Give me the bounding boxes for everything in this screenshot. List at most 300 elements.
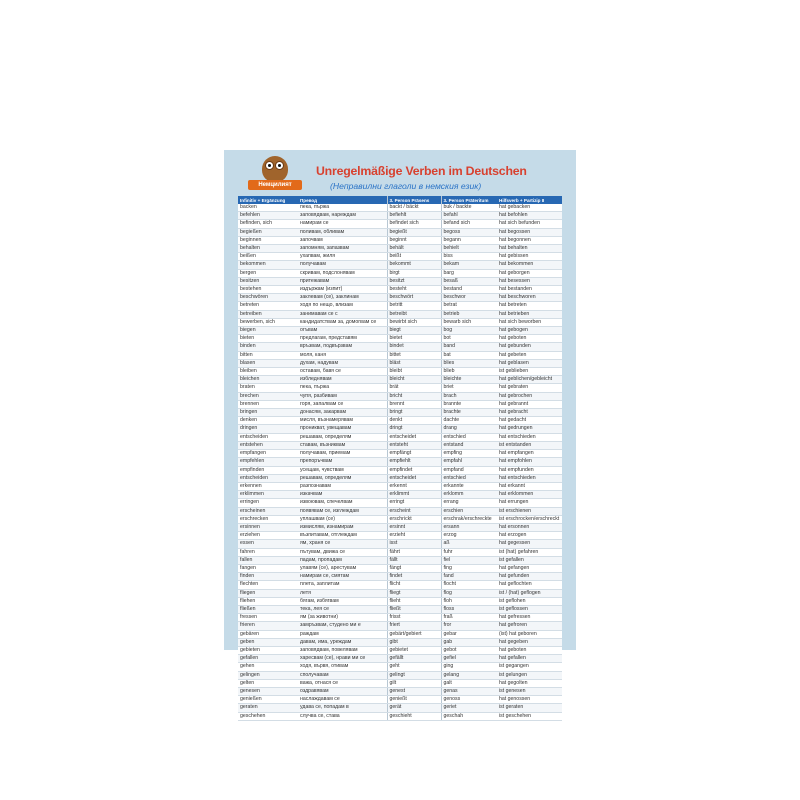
translation-cell: мисля, възнамерявам	[298, 417, 387, 425]
preterite-cell: floh	[441, 597, 497, 605]
translation-cell: ям, храня се	[298, 540, 387, 548]
table-row	[238, 376, 562, 384]
translation-cell: скривам, подслонявам	[298, 269, 387, 277]
preterite-cell: floss	[441, 605, 497, 613]
translation-cell: извоювам, спечелвам	[298, 499, 387, 507]
infinitive-cell: beschwören	[238, 294, 298, 302]
translation-cell: давам, има, уреждам	[298, 638, 387, 646]
translation-cell: ям (за животни)	[298, 614, 387, 622]
table-row	[238, 646, 562, 654]
translation-cell: раждам	[298, 630, 387, 638]
table-row	[238, 573, 562, 581]
present-cell: friert	[387, 622, 441, 630]
table-row	[238, 245, 562, 253]
present-cell: gelingt	[387, 671, 441, 679]
present-cell: erklimmt	[387, 491, 441, 499]
present-cell: flicht	[387, 581, 441, 589]
participle-cell: ist erschrocken/erschreckt	[497, 515, 562, 523]
participle-cell: ist gefallen	[497, 556, 562, 564]
present-cell: erschrickt	[387, 515, 441, 523]
present-cell: bekommt	[387, 261, 441, 269]
translation-cell: усещам, чувствам	[298, 466, 387, 474]
translation-cell: уплашвам (се)	[298, 515, 387, 523]
present-cell: behält	[387, 245, 441, 253]
preterite-cell: befahl	[441, 212, 497, 220]
infinitive-cell: biegen	[238, 327, 298, 335]
infinitive-cell: beginnen	[238, 236, 298, 244]
participle-cell: hat genossen	[497, 696, 562, 704]
participle-cell: ist gegangen	[497, 663, 562, 671]
preterite-cell: bleichte	[441, 376, 497, 384]
translation-cell: издържам (изпит)	[298, 286, 387, 294]
infinitive-cell: erscheinen	[238, 507, 298, 515]
present-cell: findet	[387, 573, 441, 581]
infinitive-cell: behalten	[238, 245, 298, 253]
present-cell: erzieht	[387, 532, 441, 540]
present-cell: genest	[387, 687, 441, 695]
table-row	[238, 532, 562, 540]
present-cell: gebärt/gebiert	[387, 630, 441, 638]
preterite-cell: gelang	[441, 671, 497, 679]
infinitive-cell: genesen	[238, 687, 298, 695]
translation-cell: заповядвам, нареждам	[298, 212, 387, 220]
participle-cell: hat geblasen	[497, 359, 562, 367]
translation-cell: възпитавам, отглеждам	[298, 532, 387, 540]
table-row	[238, 417, 562, 425]
translation-cell: ходя по нещо, влизам	[298, 302, 387, 310]
participle-cell: hat begossen	[497, 228, 562, 236]
infinitive-cell: betreiben	[238, 310, 298, 318]
present-cell: bewirbt sich	[387, 318, 441, 326]
present-cell: befiehlt	[387, 212, 441, 220]
participle-cell: hat befohlen	[497, 212, 562, 220]
infinitive-cell: blasen	[238, 359, 298, 367]
infinitive-cell: genießen	[238, 696, 298, 704]
infinitive-cell: brennen	[238, 400, 298, 408]
present-cell: entsteht	[387, 441, 441, 449]
preterite-cell: brannte	[441, 400, 497, 408]
table-row	[238, 696, 562, 704]
present-cell: gibt	[387, 638, 441, 646]
present-cell: beschwört	[387, 294, 441, 302]
table-row	[238, 540, 562, 548]
infinitive-cell: bestehen	[238, 286, 298, 294]
translation-cell: чупя, разбивам	[298, 392, 387, 400]
preterite-cell: begann	[441, 236, 497, 244]
preterite-cell: brachte	[441, 409, 497, 417]
preterite-cell: fing	[441, 564, 497, 572]
participle-cell: hat gebraten	[497, 384, 562, 392]
table-row	[238, 343, 562, 351]
translation-cell: връзвам, подвързвам	[298, 343, 387, 351]
present-cell: flieht	[387, 597, 441, 605]
table-row	[238, 441, 562, 449]
infinitive-cell: fließen	[238, 605, 298, 613]
table-row	[238, 499, 562, 507]
table-row	[238, 679, 562, 687]
preterite-cell: geschah	[441, 712, 497, 720]
table-row	[238, 622, 562, 630]
present-cell: besteht	[387, 286, 441, 294]
translation-cell: получавам	[298, 261, 387, 269]
participle-cell: hat sich befunden	[497, 220, 562, 228]
infinitive-cell: binden	[238, 343, 298, 351]
present-cell: fällt	[387, 556, 441, 564]
present-cell: ersinnt	[387, 523, 441, 531]
translation-cell: поливам, обливам	[298, 228, 387, 236]
infinitive-cell: denken	[238, 417, 298, 425]
translation-cell: решавам, определям	[298, 433, 387, 441]
present-cell: bleibt	[387, 368, 441, 376]
participle-cell: hat betreten	[497, 302, 562, 310]
infinitive-cell: gehen	[238, 663, 298, 671]
translation-cell: пека, пържа	[298, 204, 387, 212]
table-row	[238, 236, 562, 244]
participle-cell: hat geboten	[497, 646, 562, 654]
participle-cell: hat geboten	[497, 335, 562, 343]
preterite-cell: empfahl	[441, 458, 497, 466]
table-row	[238, 605, 562, 613]
infinitive-cell: geben	[238, 638, 298, 646]
header-preterite: 3. Person Präteritum	[441, 196, 497, 204]
table-row	[238, 491, 562, 499]
preterite-cell: fiel	[441, 556, 497, 564]
page-title: Unregelmäßige Verben im Deutschen	[316, 164, 527, 178]
translation-cell: заклевам (се), заклинам	[298, 294, 387, 302]
table-header-row	[238, 196, 562, 204]
participle-cell: hat gebeten	[497, 351, 562, 359]
infinitive-cell: geschehen	[238, 712, 298, 720]
table-row	[238, 556, 562, 564]
preterite-cell: bestand	[441, 286, 497, 294]
participle-cell: hat erkannt	[497, 482, 562, 490]
table-row	[238, 515, 562, 523]
participle-cell: hat sich beworben	[497, 318, 562, 326]
table-row	[238, 655, 562, 663]
participle-cell: hat gedrungen	[497, 425, 562, 433]
table-row	[238, 228, 562, 236]
participle-cell: hat gegeben	[497, 638, 562, 646]
preterite-cell: erschrak/erschreckte	[441, 515, 497, 523]
present-cell: biegt	[387, 327, 441, 335]
table-row	[238, 204, 562, 212]
table-row	[238, 384, 562, 392]
infinitive-cell: besitzen	[238, 277, 298, 285]
preterite-cell: bog	[441, 327, 497, 335]
present-cell: bindet	[387, 343, 441, 351]
table-row	[238, 425, 562, 433]
participle-cell: hat geblichen/gebleicht	[497, 376, 562, 384]
table-row	[238, 212, 562, 220]
present-cell: befindet sich	[387, 220, 441, 228]
table-row	[238, 614, 562, 622]
preterite-cell: geriet	[441, 704, 497, 712]
infinitive-cell: bewerben, sich	[238, 318, 298, 326]
poster-header	[238, 150, 562, 196]
table-row	[238, 368, 562, 376]
preterite-cell: blieb	[441, 368, 497, 376]
infinitive-cell: entscheiden	[238, 474, 298, 482]
preterite-cell: flog	[441, 589, 497, 597]
infinitive-cell: dringen	[238, 425, 298, 433]
table-row	[238, 450, 562, 458]
participle-cell: hat betrieben	[497, 310, 562, 318]
infinitive-cell: brechen	[238, 392, 298, 400]
translation-cell: важа, отнася се	[298, 679, 387, 687]
table-row	[238, 220, 562, 228]
preterite-cell: fror	[441, 622, 497, 630]
table-row	[238, 638, 562, 646]
translation-cell: случва се, става	[298, 712, 387, 720]
infinitive-cell: ersinnen	[238, 523, 298, 531]
translation-cell: пека, пържа	[298, 384, 387, 392]
translation-cell: донасям, закарвам	[298, 409, 387, 417]
present-cell: beißt	[387, 253, 441, 261]
present-cell: fließt	[387, 605, 441, 613]
infinitive-cell: fangen	[238, 564, 298, 572]
preterite-cell: errang	[441, 499, 497, 507]
present-cell: empfindet	[387, 466, 441, 474]
present-cell: betreibt	[387, 310, 441, 318]
participle-cell: hat gegolten	[497, 679, 562, 687]
participle-cell: hat empfohlen	[497, 458, 562, 466]
table-row	[238, 433, 562, 441]
preterite-cell: briet	[441, 384, 497, 392]
present-cell: dringt	[387, 425, 441, 433]
participle-cell: ist geblieben	[497, 368, 562, 376]
preterite-cell: galt	[441, 679, 497, 687]
participle-cell: hat gebrannt	[497, 400, 562, 408]
preterite-cell: entschied	[441, 433, 497, 441]
table-row	[238, 523, 562, 531]
poster	[224, 150, 576, 719]
present-cell: gefällt	[387, 655, 441, 663]
participle-cell: hat ersonnen	[497, 523, 562, 531]
infinitive-cell: begießen	[238, 228, 298, 236]
participle-cell: hat gebogen	[497, 327, 562, 335]
present-cell: backt / bäckt	[387, 204, 441, 212]
infinitive-cell: empfinden	[238, 466, 298, 474]
infinitive-cell: entscheiden	[238, 433, 298, 441]
table-row	[238, 351, 562, 359]
preterite-cell: barg	[441, 269, 497, 277]
table-row	[238, 286, 562, 294]
infinitive-cell: finden	[238, 573, 298, 581]
present-cell: brennt	[387, 400, 441, 408]
infinitive-cell: bekommen	[238, 261, 298, 269]
present-cell: genießt	[387, 696, 441, 704]
preterite-cell: genas	[441, 687, 497, 695]
translation-cell: бягам, избягвам	[298, 597, 387, 605]
infinitive-cell: entstehen	[238, 441, 298, 449]
preterite-cell: empfand	[441, 466, 497, 474]
table-row	[238, 409, 562, 417]
table-row	[238, 318, 562, 326]
table-row	[238, 327, 562, 335]
participle-cell: ist geschehen	[497, 712, 562, 720]
participle-cell: hat gebacken	[497, 204, 562, 212]
header-translation: Превод	[298, 196, 387, 204]
header-participle: Hilfsverb + Partizip II	[497, 196, 562, 204]
participle-cell: hat gegessen	[497, 540, 562, 548]
preterite-cell: erschien	[441, 507, 497, 515]
translation-cell: проникват, увещавам	[298, 425, 387, 433]
table-row	[238, 482, 562, 490]
present-cell: fliegt	[387, 589, 441, 597]
infinitive-cell: fliehen	[238, 597, 298, 605]
infinitive-cell: fallen	[238, 556, 298, 564]
table-row	[238, 474, 562, 482]
present-cell: entscheidet	[387, 474, 441, 482]
present-cell: frisst	[387, 614, 441, 622]
participle-cell: ist gelungen	[497, 671, 562, 679]
infinitive-cell: gelingen	[238, 671, 298, 679]
translation-cell: заповядвам, повелявам	[298, 646, 387, 654]
participle-cell: hat erzogen	[497, 532, 562, 540]
infinitive-cell: bitten	[238, 351, 298, 359]
preterite-cell: erkannte	[441, 482, 497, 490]
participle-cell: hat gefressen	[497, 614, 562, 622]
participle-cell: ist entstanden	[497, 441, 562, 449]
participle-cell: (ist) hat geboren	[497, 630, 562, 638]
present-cell: fährt	[387, 548, 441, 556]
preterite-cell: fuhr	[441, 548, 497, 556]
preterite-cell: brach	[441, 392, 497, 400]
table-row	[238, 466, 562, 474]
participle-cell: ist geflossen	[497, 605, 562, 613]
header-present: 3. Person Präsens	[387, 196, 441, 204]
table-row	[238, 671, 562, 679]
infinitive-cell: backen	[238, 204, 298, 212]
present-cell: bricht	[387, 392, 441, 400]
infinitive-cell: erziehen	[238, 532, 298, 540]
brand-label: Немцилият	[248, 180, 302, 190]
table-row	[238, 687, 562, 695]
present-cell: geschieht	[387, 712, 441, 720]
translation-cell: притежавам	[298, 277, 387, 285]
infinitive-cell: gebären	[238, 630, 298, 638]
translation-cell: удава се, попадам в	[298, 704, 387, 712]
infinitive-cell: bieten	[238, 335, 298, 343]
preterite-cell: buk / backte	[441, 204, 497, 212]
participle-cell: ist genesen	[497, 687, 562, 695]
preterite-cell: band	[441, 343, 497, 351]
participle-cell: ist (hat) gefahren	[497, 548, 562, 556]
table-row	[238, 294, 562, 302]
present-cell: bläst	[387, 359, 441, 367]
present-cell: erscheint	[387, 507, 441, 515]
translation-cell: запомням, запазвам	[298, 245, 387, 253]
table-row	[238, 564, 562, 572]
translation-cell: предлагам, представям	[298, 335, 387, 343]
preterite-cell: erklomm	[441, 491, 497, 499]
preterite-cell: gefiel	[441, 655, 497, 663]
translation-cell: разпознавам	[298, 482, 387, 490]
preterite-cell: bot	[441, 335, 497, 343]
present-cell: isst	[387, 540, 441, 548]
preterite-cell: fand	[441, 573, 497, 581]
preterite-cell: genoss	[441, 696, 497, 704]
present-cell: brät	[387, 384, 441, 392]
infinitive-cell: bleichen	[238, 376, 298, 384]
present-cell: betritt	[387, 302, 441, 310]
present-cell: empfiehlt	[387, 458, 441, 466]
infinitive-cell: geraten	[238, 704, 298, 712]
table-row	[238, 302, 562, 310]
translation-cell: наслаждавам се	[298, 696, 387, 704]
preterite-cell: fraß	[441, 614, 497, 622]
table-row	[238, 663, 562, 671]
table-row	[238, 589, 562, 597]
infinitive-cell: gebieten	[238, 646, 298, 654]
participle-cell: hat beschworen	[497, 294, 562, 302]
preterite-cell: flocht	[441, 581, 497, 589]
table-row	[238, 458, 562, 466]
preterite-cell: biss	[441, 253, 497, 261]
infinitive-cell: bleiben	[238, 368, 298, 376]
preterite-cell: befand sich	[441, 220, 497, 228]
participle-cell: hat errungen	[497, 499, 562, 507]
participle-cell: hat gefroren	[497, 622, 562, 630]
infinitive-cell: fressen	[238, 614, 298, 622]
present-cell: gebietet	[387, 646, 441, 654]
translation-cell: избледнявам	[298, 376, 387, 384]
present-cell: gerät	[387, 704, 441, 712]
participle-cell: hat gebrochen	[497, 392, 562, 400]
table-row	[238, 359, 562, 367]
infinitive-cell: befinden, sich	[238, 220, 298, 228]
infinitive-cell: bergen	[238, 269, 298, 277]
participle-cell: hat gefunden	[497, 573, 562, 581]
table-row	[238, 704, 562, 712]
participle-cell: hat empfangen	[497, 450, 562, 458]
participle-cell: hat gebunden	[497, 343, 562, 351]
present-cell: erkennt	[387, 482, 441, 490]
translation-cell: пътувам, движа се	[298, 548, 387, 556]
translation-cell: започвам	[298, 236, 387, 244]
header-infinitive: Infinitiv + Ergänzung	[238, 196, 298, 204]
translation-cell: намирам се, смятам	[298, 573, 387, 581]
preterite-cell: betrat	[441, 302, 497, 310]
participle-cell: hat erklommen	[497, 491, 562, 499]
translation-cell: измислям, изнамирам	[298, 523, 387, 531]
translation-cell: препоръчвам	[298, 458, 387, 466]
preterite-cell: besaß	[441, 277, 497, 285]
table-row	[238, 581, 562, 589]
infinitive-cell: frieren	[238, 622, 298, 630]
participle-cell: hat entschieden	[497, 474, 562, 482]
present-cell: empfängt	[387, 450, 441, 458]
translation-cell: сполучавам	[298, 671, 387, 679]
translation-cell: моля, каня	[298, 351, 387, 359]
infinitive-cell: bringen	[238, 409, 298, 417]
infinitive-cell: essen	[238, 540, 298, 548]
table-row	[238, 335, 562, 343]
participle-cell: hat entschieden	[497, 433, 562, 441]
preterite-cell: dachte	[441, 417, 497, 425]
translation-cell: намирам се	[298, 220, 387, 228]
present-cell: bleicht	[387, 376, 441, 384]
preterite-cell: entschied	[441, 474, 497, 482]
translation-cell: ставам, възниквам	[298, 441, 387, 449]
translation-cell: тека, лея се	[298, 605, 387, 613]
translation-cell: ухапвам, жиля	[298, 253, 387, 261]
preterite-cell: ging	[441, 663, 497, 671]
translation-cell: оздравявам	[298, 687, 387, 695]
participle-cell: hat bestanden	[497, 286, 562, 294]
owl-logo-icon	[254, 156, 296, 190]
preterite-cell: behielt	[441, 245, 497, 253]
